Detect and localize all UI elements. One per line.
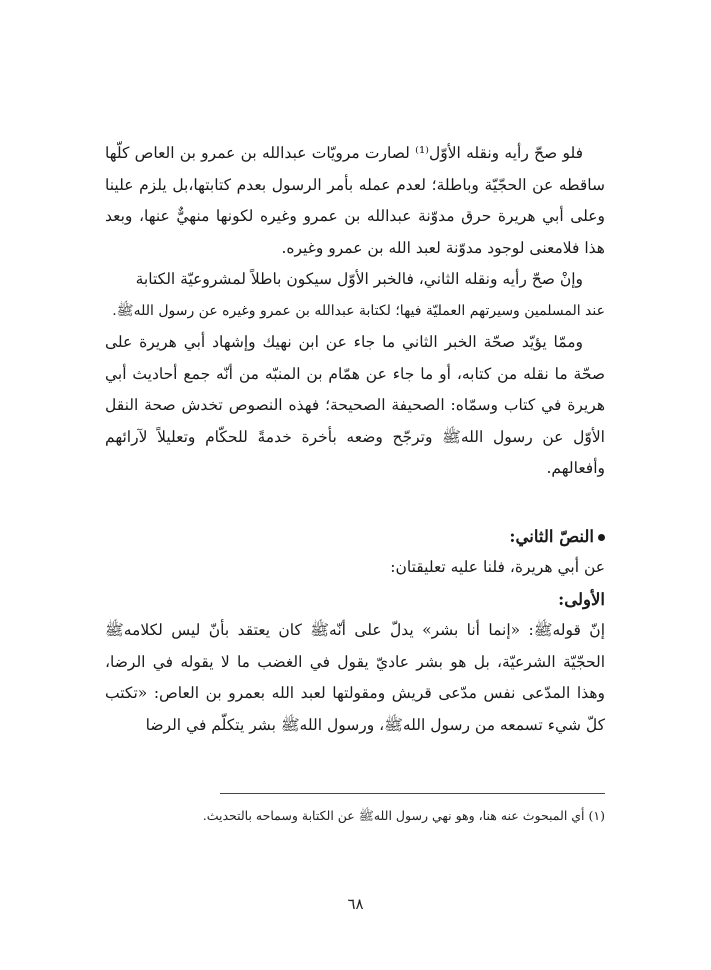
- subheading: الأولى:: [558, 589, 605, 609]
- section-heading-text: النصّ الثاني:: [509, 526, 594, 546]
- section-gap: [105, 485, 605, 521]
- paragraph-2-continued: عند المسلمين وسيرتهم العمليّة فيها؛ لكتابة عبدالله بن عمرو وغيره عن رسول اللهﷺ.: [112, 302, 605, 319]
- paragraph-1: فلو صحّ رأيه ونقله الأوّل⁽¹⁾ لصارت مرويّات عبدالله بن عمرو بن العاص كلّها ساقطه عن الحجّيّة وباطلة؛ لعدم عمله بأمر الرسول بعدم كتابتها،بل يلزم علينا وعلى أبي هريرة حرق مدوّنة عبدالله بن عمرو وغيره لكونها منهيٌّ عنها، وبعد هذا فلامعنى لوجود مدوّنة لعبد الله بن عمرو وغيره.: [105, 144, 605, 257]
- main-text: [105, 138, 605, 741]
- paragraph-5: إنّ قولهﷺ: «إنما أنا بشر» يدلّ على أنّهﷺ كان يعتقد بأنّ ليس لكلامهﷺ الحجّيّة الشرعيّة، بل هو بشر عاديّ يقول في الغضب ما لا يقوله في الرضا، وهذا المدّعى نفس مدّعى قريش ومقولتها لعبد الله بعمرو بن العاص: «تكتب كلّ شيء تسمعه من رسول اللهﷺ، ورسول اللهﷺ بشر يتكلّم في الرضا: [105, 621, 605, 734]
- footnote: (١) أي المبحوث عنه هنا، وهو نهي رسول اللهﷺ عن الكتابة وسماحه بالتحديث.: [202, 808, 605, 823]
- section-heading: [105, 521, 605, 553]
- footnote-divider: [220, 793, 605, 794]
- bullet-icon: [598, 534, 605, 541]
- paragraph-2: وإنْ صحّ رأيه ونقله الثاني، فالخبر الأوّل سيكون باطلاً لمشروعيّة الكتابة: [135, 270, 583, 288]
- paragraph-4: عن أبي هريرة، فلنا عليه تعليقتان:: [390, 558, 605, 576]
- paragraph-3: وممّا يؤيّد صحّة الخبر الثاني ما جاء عن ابن نهيك وإشهاد أبي هريرة على صحّة ما نقله من كتابه، أو ما جاء عن همّام بن المنبّه من أنّه جمع أحاديث أبي هريرة في كتاب وسمّاه: الصحيفة الصحيحة؛ فهذه النصوص تخدش صحة النقل الأوّل عن رسول اللهﷺ وترجّح وضعه بأخرة خدمةً للحكّام وتعليلاً لآرائهم وأفعالهم.: [105, 333, 605, 477]
- page-number: ٦٨: [347, 895, 364, 913]
